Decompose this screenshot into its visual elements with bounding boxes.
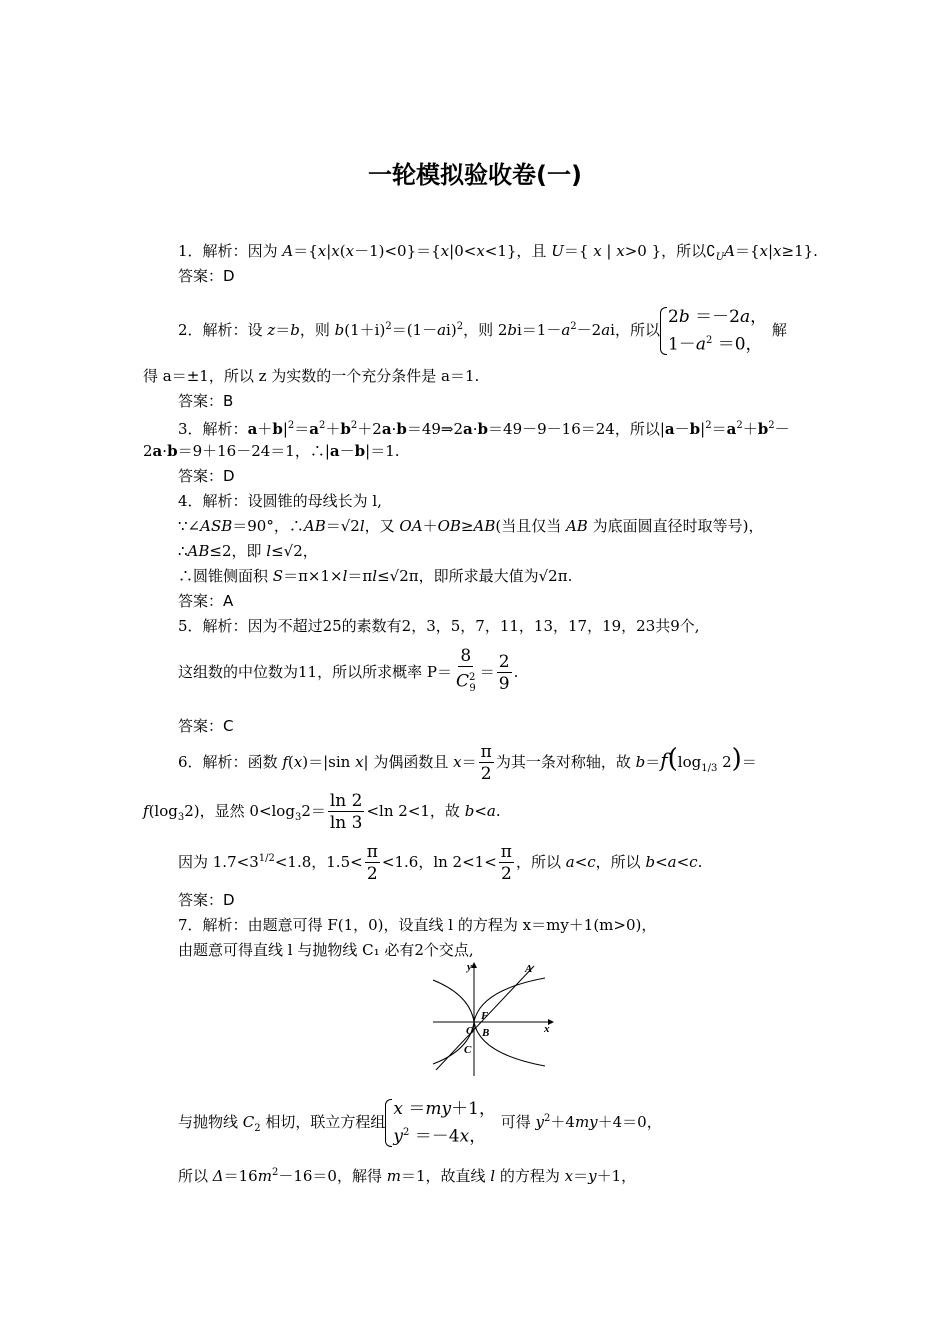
q2-number: 2． [178,321,203,339]
answer-label: 答案： [178,267,224,285]
q4-answer [178,591,233,611]
analysis-label: 解析： [202,492,248,510]
q2-answer [178,391,233,411]
label-A: A [525,963,533,975]
label-O: O [466,1025,474,1037]
answer-label: 答案： [178,891,224,909]
q5-answer [178,716,234,736]
q4-line [178,491,382,511]
q3-line2: 2a·b＝9＋16－24＝1，∴|a－b|＝1. [143,442,400,460]
q5-line2: 这组数的中位数为11，所以所求概率 P＝ $\frac{8}{C^2_9}$ ＝ $\frac{2}{9}$ . [178,646,519,695]
analysis-label: 解析： [202,916,248,934]
q3-answer [178,466,235,486]
q4-line3: ∴AB≤2，即 l≤√2， [178,542,318,560]
page-title: 一轮模拟验收卷(一) [368,161,582,189]
q7-line2: 由题意可得直线 l 与抛物线 C₁ 必有2个交点, [178,941,474,959]
q3-line: 3．解析：$a+b|^2=a^2+b^2+2a\cdot b=49\Rightarrow 2a\cdot b=49-9-16=24$，所以$|a-b|^2=a^2+b^2-$ [178,420,790,438]
label-x: x [544,1023,550,1035]
answer-value: D [223,891,235,909]
answer-label: 答案： [178,467,224,485]
q6-line2: $f(\log_32)$，显然 $0<\log_32=$ $\frac{\ln 2}{\ln 3}$ <ln 2<1，故 b<a. [143,790,501,833]
answer-value: B [223,392,234,410]
q7-line4: 所以 $\Delta=16m^2-16=0$，解得 m＝1，故直线 l 的方程为 x＝y＋1， [178,1167,637,1185]
q1-answer [178,266,235,286]
q4-line4: ∴圆锥侧面积 S＝π×1×l＝πl≤√2π，即所求最大值为√2π. [178,567,573,585]
q4-text: 设圆锥的母线长为 l, [247,492,382,510]
answer-value: C [223,717,234,735]
q6-line3: 因为 $1.7<3^{1/2}<1.8$，1.5< $\frac{\pi}{2}$ <1.6，ln 2<1< $\frac{\pi}{2}$ ，所以 a<c，所以 b<a<c. [178,841,703,884]
answer-value: D [223,267,235,285]
label-C: C [464,1044,472,1056]
parabola-figure [430,960,560,1078]
q6-line: 6．解析：函数 f(x)＝|sin x| 为偶函数且 x＝ $\frac{\pi}{2}$ 为其一条对称轴，故 $b=f(\log_{1/3}$ 2)＝ [178,741,757,784]
answer-label: 答案： [178,592,224,610]
analysis-label: 解析： [202,321,248,339]
analysis-label: 解析： [202,420,248,438]
label-y: y [467,961,472,973]
equation-system-2: x ＝my＋1， $y^2 =-4x$， [385,1097,496,1149]
q2-line: 2．解析：设 z＝b，则 $b(1+i)^2=(1-ai)^2$，则 $2bi=1-a^2-2ai$，所以 2b ＝－2a， $1-a^2 =0$， 解 [178,307,787,355]
answer-label: 答案： [178,717,224,735]
q1-line: 1．解析：因为 A＝{x|x(x－1)<0}＝{x|0<x<1}，且 U＝{ x | x>0 }，所以$∁_UA=\{x|x\ge 1\}$. [178,242,818,263]
q4-number: 4． [178,492,203,510]
label-F: F [481,1010,489,1022]
q5-text2: 这组数的中位数为11，所以所求概率 P＝ [178,663,452,682]
answer-value: D [223,467,235,485]
label-B: B [482,1027,490,1039]
answer-label: 答案： [178,392,224,410]
q7-line [178,915,656,935]
q5-number: 5． [178,617,203,635]
answer-value: A [223,592,234,610]
q2-continuation: 得 a＝±1，所以 z 为实数的一个充分条件是 a＝1. [143,367,480,385]
q6-number: 6． [178,753,203,771]
q5-text: 因为不超过25的素数有2，3，5，7，11，13，17，19，23共9个, [247,617,700,635]
q4-line2: ∵∠ASB＝90°，∴AB＝√2l，又 OA＋OB≥AB(当且仅当 AB 为底面圆直径时取等号)， [178,517,764,535]
q1-number: 1． [178,242,203,260]
analysis-label: 解析： [202,242,248,260]
q7-line3: 与抛物线 $C_2$ 相切，联立方程组 x ＝my＋1， $y^2 =-4x$， 可得 $y^2+4my+4=0$， [178,1099,662,1147]
q7-number: 7． [178,916,203,934]
analysis-label: 解析： [202,617,248,635]
q6-answer [178,890,235,910]
q7-text: 由题意可得 F(1，0)，设直线 l 的方程为 x＝my＋1(m>0)， [247,916,657,934]
q5-line [178,616,700,636]
analysis-label: 解析： [202,753,248,771]
q3-number: 3． [178,420,203,438]
equation-system: 2b ＝－2a， $1-a^2 =0$， [660,305,767,357]
